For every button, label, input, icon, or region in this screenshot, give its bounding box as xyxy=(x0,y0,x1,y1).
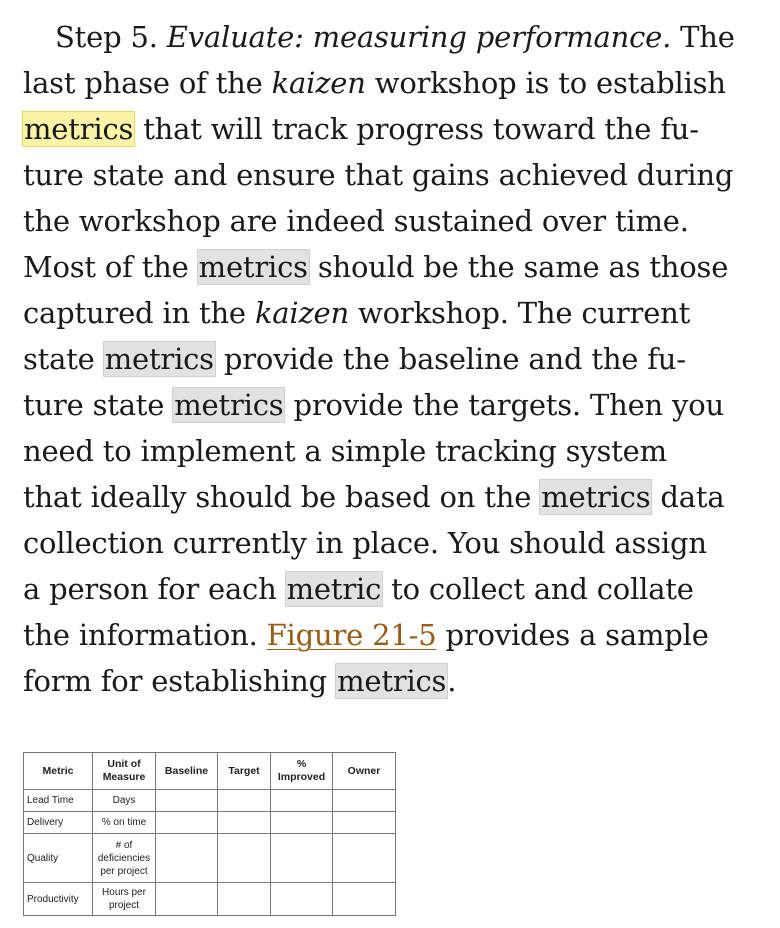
metric-cell: Delivery xyxy=(24,812,93,834)
baseline-cell xyxy=(156,834,218,883)
text-line xyxy=(23,612,753,658)
unit-cell: % on time xyxy=(93,812,156,834)
text-run: the workshop are indeed sustained over time. xyxy=(23,204,689,238)
highlight-metrics[interactable]: metrics xyxy=(337,664,447,698)
text-run: ture state xyxy=(23,388,165,422)
text-run: workshop is to establish xyxy=(374,66,726,100)
unit-cell: Hours per project xyxy=(93,883,156,916)
table-row xyxy=(24,790,396,812)
table-row xyxy=(24,883,396,916)
text-run: that will track progress toward the fu- xyxy=(143,112,699,146)
highlight-metrics[interactable]: metrics xyxy=(104,342,214,376)
text-line xyxy=(23,474,753,520)
text-line xyxy=(23,60,753,106)
text-run: the information. xyxy=(23,618,258,652)
text-line xyxy=(23,152,753,198)
text-run: last phase of the xyxy=(23,66,263,100)
text-run: The xyxy=(680,20,735,54)
improved-cell xyxy=(271,834,333,883)
text-run: provide the targets. Then you xyxy=(293,388,724,422)
kaizen-term: kaizen xyxy=(254,296,349,330)
text-run: state xyxy=(23,342,95,376)
owner-cell xyxy=(333,883,396,916)
header-owner: Owner xyxy=(333,753,396,790)
header-target: Target xyxy=(218,753,271,790)
baseline-cell xyxy=(156,790,218,812)
text-run: . xyxy=(447,664,457,698)
text-run: provides a sample xyxy=(445,618,709,652)
metric-cell: Quality xyxy=(24,834,93,883)
text-run: captured in the xyxy=(23,296,246,330)
metric-cell: Lead Time xyxy=(24,790,93,812)
text-run: provide the baseline and the fu- xyxy=(223,342,686,376)
owner-cell xyxy=(333,790,396,812)
table-row xyxy=(24,834,396,883)
text-line xyxy=(23,290,753,336)
unit-cell: Days xyxy=(93,790,156,812)
text-line xyxy=(23,198,753,244)
kaizen-term: kaizen xyxy=(271,66,366,100)
metrics-form-table xyxy=(23,752,396,916)
text-line xyxy=(23,106,753,152)
text-run: Most of the xyxy=(23,250,189,284)
highlight-metrics[interactable]: metrics xyxy=(198,250,308,284)
text-line xyxy=(23,520,753,566)
text-line xyxy=(23,14,753,60)
text-page xyxy=(23,14,753,704)
highlight-metric[interactable]: metric xyxy=(286,572,382,606)
table-header-row xyxy=(24,753,396,790)
text-line xyxy=(23,382,753,428)
figure-21-5-link[interactable]: Figure 21-5 xyxy=(266,618,437,652)
text-run: workshop. The current xyxy=(358,296,691,330)
highlight-metrics-yellow[interactable]: metrics xyxy=(24,112,134,146)
target-cell xyxy=(218,834,271,883)
target-cell xyxy=(218,812,271,834)
text-run: collection currently in place. You should assign xyxy=(23,526,707,560)
header-baseline: Baseline xyxy=(156,753,218,790)
text-line xyxy=(23,658,753,704)
header-metric: Metric xyxy=(24,753,93,790)
header-unit-of-measure: Unit of Measure xyxy=(93,753,156,790)
target-cell xyxy=(218,883,271,916)
text-line xyxy=(23,244,753,290)
text-run: that ideally should be based on the xyxy=(23,480,532,514)
text-run: form for establishing xyxy=(23,664,328,698)
text-run: should be the same as those xyxy=(317,250,729,284)
highlight-metrics[interactable]: metrics xyxy=(174,388,284,422)
highlight-metrics[interactable]: metrics xyxy=(541,480,651,514)
table-row xyxy=(24,812,396,834)
owner-cell xyxy=(333,812,396,834)
text-line xyxy=(23,566,753,612)
text-run: to collect and collate xyxy=(391,572,694,606)
header-percent-improved: % Improved xyxy=(271,753,333,790)
figure-21-5 xyxy=(23,752,396,916)
unit-cell: # of deficiencies per project xyxy=(93,834,156,883)
text-run: need to implement a simple tracking system xyxy=(23,434,667,468)
text-line xyxy=(23,428,753,474)
target-cell xyxy=(218,790,271,812)
improved-cell xyxy=(271,790,333,812)
step-5-paragraph xyxy=(23,14,753,704)
improved-cell xyxy=(271,812,333,834)
baseline-cell xyxy=(156,883,218,916)
owner-cell xyxy=(333,834,396,883)
metric-cell: Productivity xyxy=(24,883,93,916)
text-run: ture state and ensure that gains achieved during xyxy=(23,158,734,192)
text-line xyxy=(23,336,753,382)
improved-cell xyxy=(271,883,333,916)
text-run: a person for each xyxy=(23,572,277,606)
step-label: Step 5. xyxy=(55,20,158,54)
step-title: Evaluate: measuring performance. xyxy=(166,20,672,54)
baseline-cell xyxy=(156,812,218,834)
text-run: data xyxy=(660,480,725,514)
